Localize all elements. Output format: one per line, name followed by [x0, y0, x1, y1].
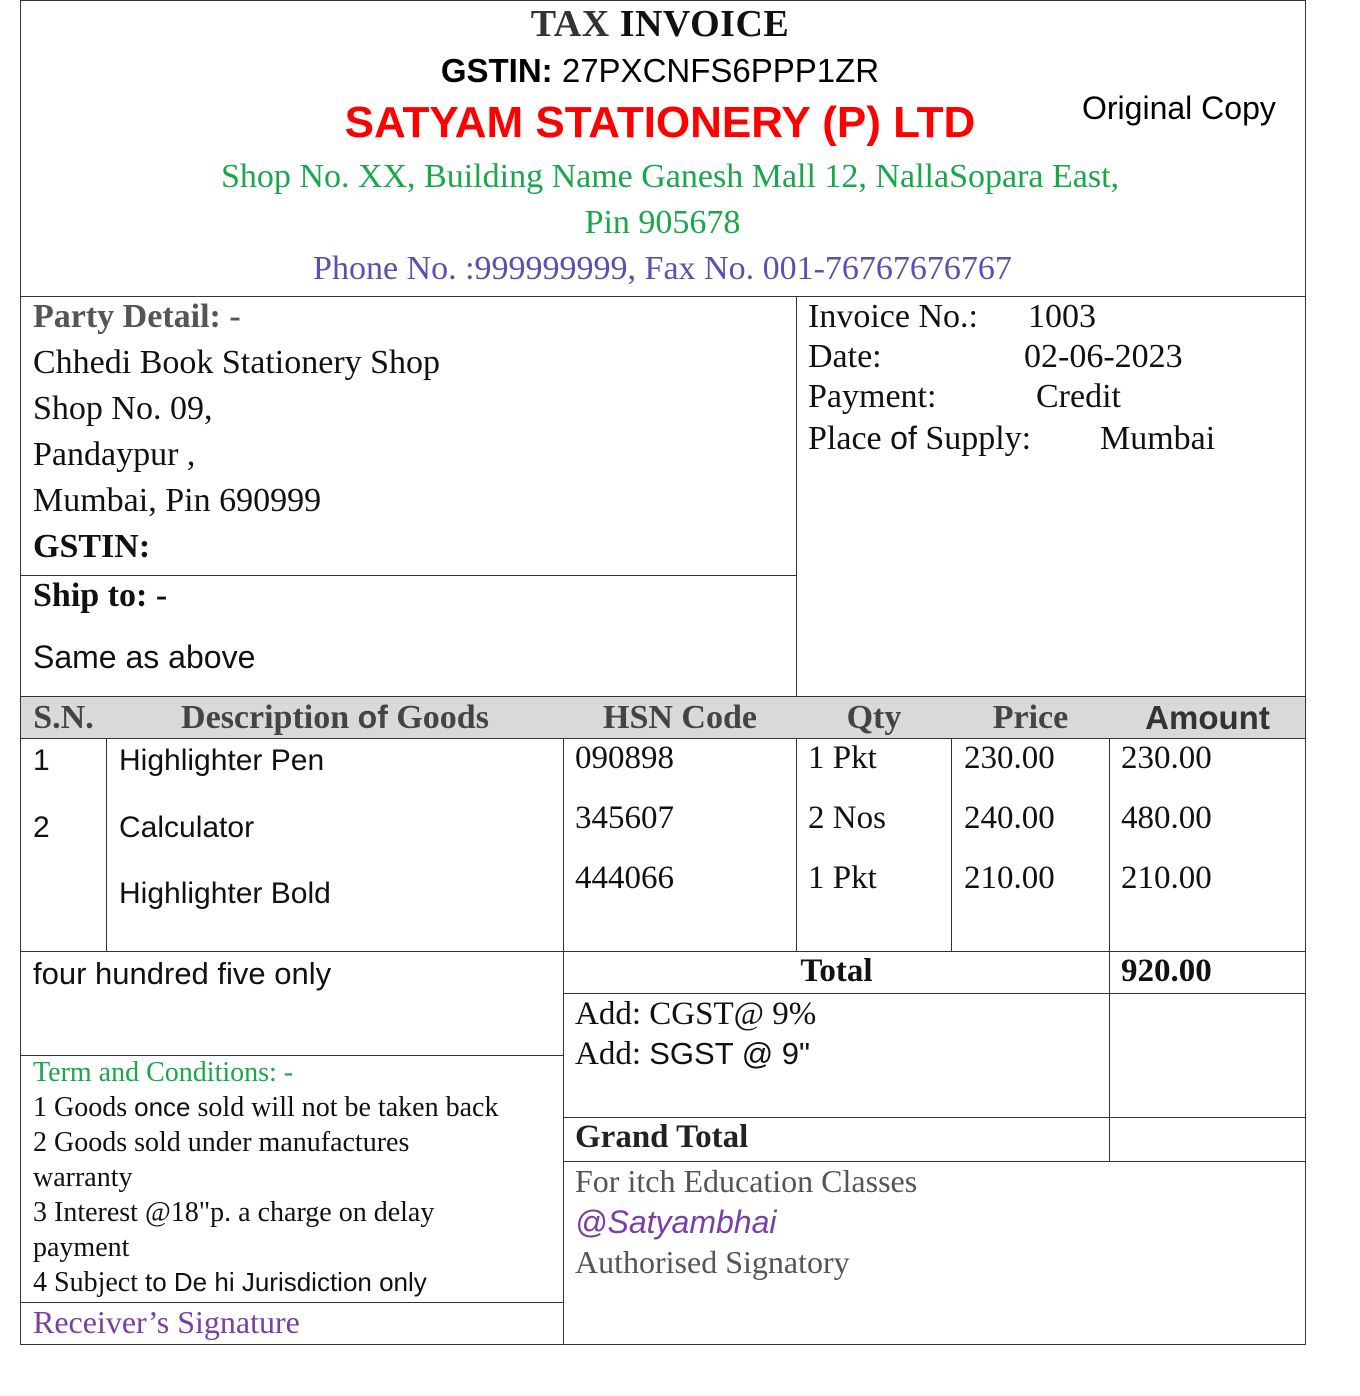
party-heading — [33, 298, 241, 336]
cgst-line: Add: CGST@ 9% — [575, 996, 817, 1032]
row-qty: 1 Pkt — [808, 860, 877, 896]
company-address-line2: Pin 905678 — [584, 204, 741, 241]
row-price: 230.00 — [964, 740, 1055, 776]
invoice-date-label: Date: — [808, 338, 882, 375]
row-qty: 2 Nos — [808, 800, 886, 836]
th-price: Price — [992, 699, 1069, 736]
sgst-rate: SGST @ 9" — [649, 1036, 811, 1071]
term-2-cont: warranty — [33, 1162, 133, 1193]
invoice-date-value: 02-06-2023 — [1024, 338, 1183, 375]
company-address-line1: Shop No. XX, Building Name Ganesh Mall 12, NallaSopara East, — [220, 158, 1120, 195]
term-4-a: 4 Subject — [33, 1267, 145, 1298]
term-1-c: sold will not be taken back — [190, 1092, 499, 1123]
supply-label-b: of — [890, 420, 917, 456]
party-address-line3: Mumbai, Pin 690999 — [33, 482, 322, 519]
row-amount: 210.00 — [1121, 860, 1212, 896]
row-qty: 1 Pkt — [808, 740, 877, 776]
row-sn: 2 — [33, 811, 50, 844]
receiver-signature: Receiver’s Signature — [33, 1304, 300, 1340]
party-name: Chhedi Book Stationery Shop — [33, 344, 441, 381]
sgst-prefix: Add: — [575, 1036, 650, 1072]
row-description: Calculator — [119, 811, 255, 844]
row-description: Highlighter Bold — [119, 877, 331, 910]
supply-label — [808, 420, 1031, 458]
title-tax: TAX — [530, 3, 610, 45]
th-qty: Qty — [846, 699, 902, 736]
company-name: SATYAM STATIONERY (P) LTD — [344, 98, 976, 147]
party-gstin-label: GSTIN: — [33, 528, 151, 565]
grand-total-label: Grand Total — [575, 1119, 749, 1155]
supply-label-c: Supply: — [916, 420, 1032, 457]
payment-value: Credit — [1036, 378, 1121, 415]
row-hsn: 090898 — [575, 740, 674, 776]
copy-label: Original Copy — [1082, 90, 1276, 126]
company-gstin — [0, 52, 1320, 90]
th-description — [107, 697, 563, 738]
row-sn: 1 — [33, 744, 50, 777]
party-heading-label: Party Detail: — [33, 298, 221, 335]
term-4 — [33, 1267, 427, 1299]
terms-heading: Term and Conditions: - — [33, 1057, 294, 1088]
party-address-line1: Shop No. 09, — [33, 390, 213, 427]
gstin-value: 27PXCNFS6PPP1ZR — [561, 52, 880, 89]
row-price: 210.00 — [964, 860, 1055, 896]
th-sn: S.N. — [33, 699, 94, 736]
term-3: 3 Interest @18"p. a charge on delay — [33, 1197, 435, 1228]
gstin-label: GSTIN: — [440, 52, 553, 89]
supply-value: Mumbai — [1100, 420, 1216, 457]
ship-heading-suffix: - — [155, 577, 168, 614]
invoice-no-label: Invoice No.: — [808, 298, 978, 335]
total-value: 920.00 — [1121, 953, 1212, 989]
row-amount: 230.00 — [1121, 740, 1212, 776]
term-2: 2 Goods sold under manufactures — [33, 1127, 410, 1158]
for-company-line: For itch Education Classes — [575, 1163, 918, 1199]
company-phone: Phone No. :999999999, Fax No. 001-76767676767 — [313, 250, 1012, 287]
term-4-b: to De hi Jurisdiction only — [145, 1267, 427, 1297]
supply-label-a: Place — [808, 420, 891, 457]
row-price: 240.00 — [964, 800, 1055, 836]
row-description: Highlighter Pen — [119, 744, 325, 777]
title-invoice: INVOICE — [619, 3, 790, 45]
th-amount: Amount — [1145, 699, 1270, 736]
th-hsn: HSN Code — [603, 699, 757, 736]
invoice-no-value: 1003 — [1028, 298, 1096, 335]
ship-heading — [33, 577, 167, 615]
term-3-cont: payment — [33, 1232, 130, 1263]
ship-value: Same as above — [33, 639, 256, 675]
party-address-line2: Pandaypur , — [33, 436, 196, 473]
term-1-b: once — [134, 1092, 191, 1122]
total-label: Total — [800, 953, 873, 989]
authorised-signatory: Authorised Signatory — [575, 1244, 850, 1280]
term-1 — [33, 1092, 498, 1124]
row-amount: 480.00 — [1121, 800, 1212, 836]
sgst-line — [575, 1036, 810, 1073]
invoice-title — [0, 2, 1320, 46]
term-1-a: 1 Goods — [33, 1092, 135, 1123]
signature-mark: @Satyambhai — [575, 1204, 777, 1240]
th-desc-a: Description — [181, 699, 358, 736]
amount-in-words: four hundred five only — [33, 956, 332, 991]
payment-label: Payment: — [808, 378, 937, 415]
row-hsn: 345607 — [575, 800, 674, 836]
row-hsn: 444066 — [575, 860, 674, 896]
th-desc-b: of — [357, 699, 388, 735]
party-heading-suffix: - — [229, 298, 241, 335]
th-desc-c: Goods — [387, 699, 489, 736]
ship-heading-label: Ship to: — [33, 577, 148, 614]
